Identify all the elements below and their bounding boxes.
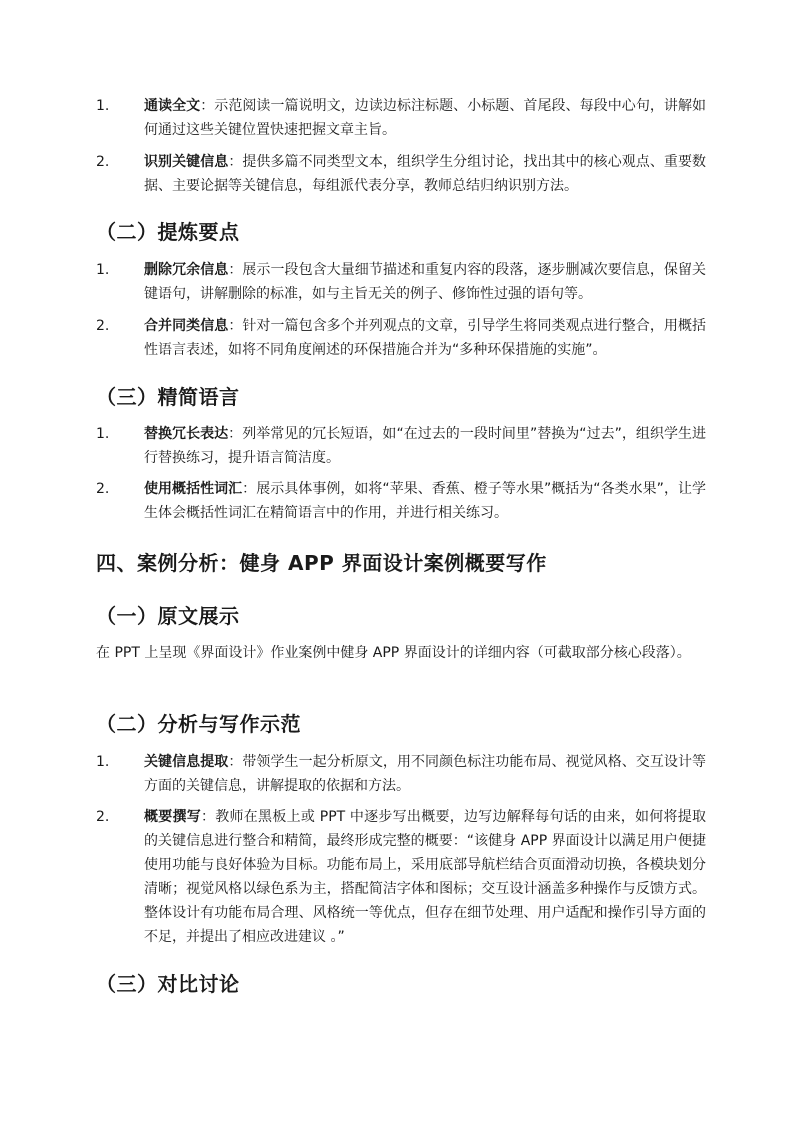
list-term: 识别关键信息 [144, 154, 229, 170]
list-term: 使用概括性词汇 [144, 481, 243, 497]
list-term: 概要撰写 [144, 809, 202, 825]
body-paragraph: 在 PPT 上呈现《界面设计》作业案例中健身 APP 界面设计的详细内容（可截取部分核心段落）。 [96, 645, 691, 661]
list-term: 删除冗余信息 [144, 262, 229, 278]
list-text: 教师在黑板上或 PPT 中逐步写出概要，边写边解释每句话的由来，如何将提取的关键信息进行整合和精简，最终形成完整的概要：“该健身 APP 界面设计以满足用户便捷使用功能与良好体验为目标。功能布局上，采用底部导航栏结合页面滑动切换，各模块划分清晰；视觉风格以绿色系为主，搭配简洁字体和图标；交互设计涵盖多种操作与反馈方式。整体设计有功能布局合理、风格统一等优点，但存在细节处理、用户适配和操作引导方面的不足，并提出了相应改进建议 。” [144, 809, 707, 945]
list-separator: ： [228, 754, 243, 770]
list-text: 示范阅读一篇说明文，边读边标注标题、小标题、首尾段、每段中心句，讲解如何通过这些关键位置快速把握文章主旨。 [144, 98, 707, 138]
list-separator: ： [228, 154, 243, 170]
list-number: 1. [96, 754, 110, 770]
list-item [96, 150, 706, 198]
section-heading: （一）原文展示 [96, 604, 240, 628]
list-item [96, 477, 706, 525]
section-heading: （三）精简语言 [96, 385, 240, 409]
list-number: 2. [96, 154, 110, 170]
list-separator: ： [200, 98, 215, 114]
list-term: 通读全文 [144, 98, 201, 114]
list-number: 2. [96, 481, 110, 497]
list-separator: ： [201, 809, 216, 825]
section-heading: （二）提炼要点 [96, 220, 240, 244]
list-text: 针对一篇包含多个并列观点的文章，引导学生将同类观点进行整合，用概括性语言表述，如将不同角度阐述的环保措施合并为“多种环保措施的实施”。 [144, 318, 707, 358]
list-term: 关键信息提取 [144, 754, 229, 770]
list-item [96, 94, 706, 142]
list-number: 2. [96, 318, 110, 334]
list-separator: ： [228, 426, 243, 442]
list-item [96, 422, 706, 470]
section-heading: （三）对比讨论 [96, 972, 240, 996]
list-number: 1. [96, 98, 110, 114]
list-text: 带领学生一起分析原文，用不同颜色标注功能布局、视觉风格、交互设计等方面的关键信息，讲解提取的依据和方法。 [144, 754, 707, 794]
list-item [96, 805, 706, 949]
list-text: 提供多篇不同类型文本，组织学生分组讨论，找出其中的核心观点、重要数据、主要论据等关键信息，每组派代表分享，教师总结归纳识别方法。 [144, 154, 707, 194]
list-item [96, 258, 706, 306]
list-number: 2. [96, 809, 110, 825]
list-text: 展示具体事例，如将“苹果、香蕉、橙子等水果”概括为“各类水果”，让学生体会概括性词汇在精简语言中的作用，并进行相关练习。 [144, 481, 707, 521]
list-term: 替换冗长表达 [144, 426, 229, 442]
list-separator: ： [242, 481, 257, 497]
list-number: 1. [96, 426, 110, 442]
list-term: 合并同类信息 [144, 318, 229, 334]
list-item [96, 314, 706, 362]
section-heading: （二）分析与写作示范 [96, 712, 301, 736]
list-text: 列举常见的冗长短语，如“在过去的一段时间里”替换为“过去”，组织学生进行替换练习，提升语言简洁度。 [144, 426, 707, 466]
list-separator: ： [228, 318, 243, 334]
list-number: 1. [96, 262, 110, 278]
list-separator: ： [228, 262, 243, 278]
list-item [96, 750, 706, 798]
chapter-heading: 四、案例分析：健身 APP 界面设计案例概要写作 [96, 551, 547, 575]
list-text: 展示一段包含大量细节描述和重复内容的段落，逐步删减次要信息，保留关键语句，讲解删除的标准，如与主旨无关的例子、修饰性过强的语句等。 [144, 262, 707, 302]
